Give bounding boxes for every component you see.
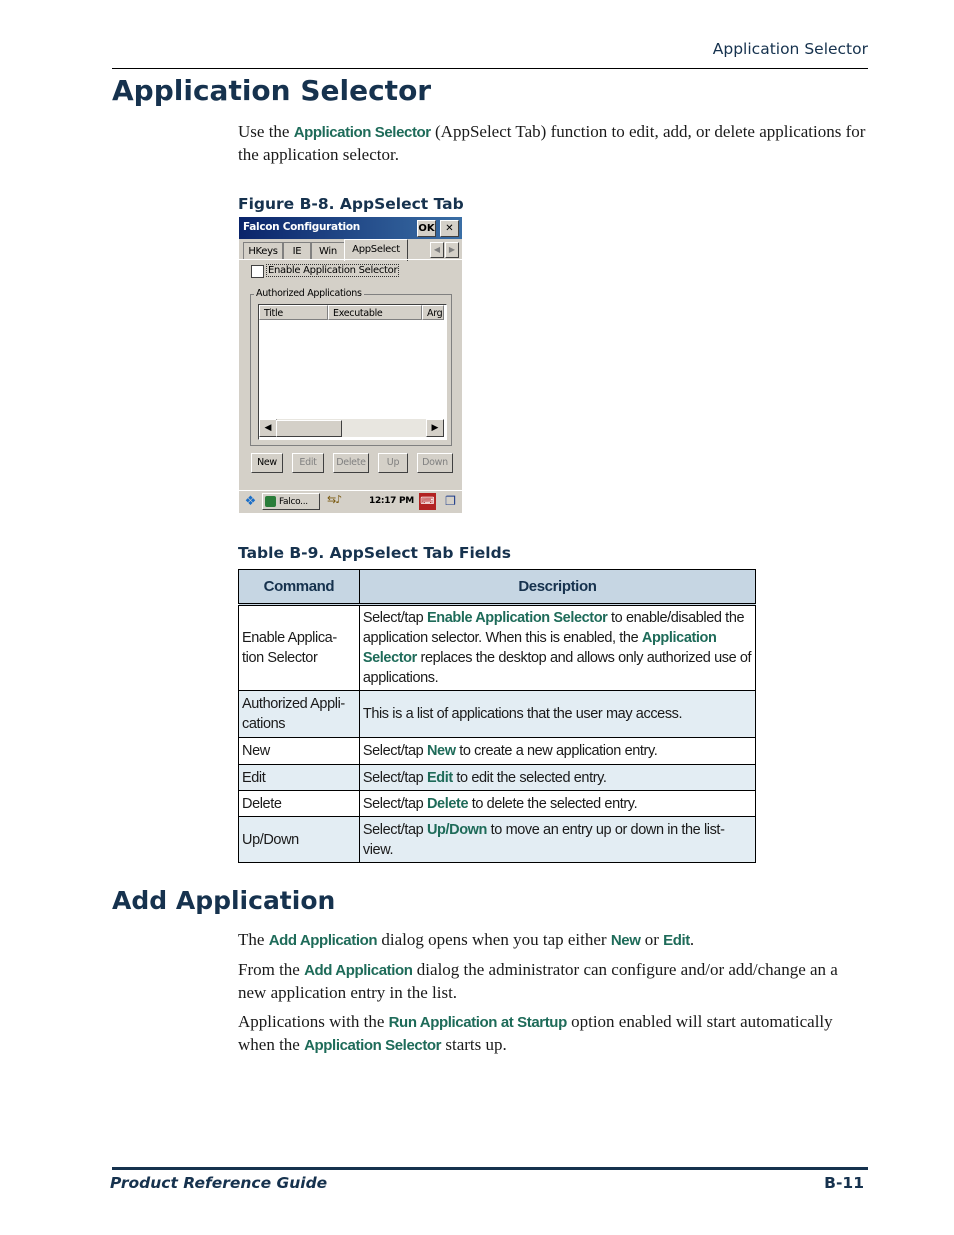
checkbox-label: Enable Application Selector [268,265,398,276]
highlight-term: Add Application [304,962,413,979]
footer-rule [112,1167,868,1170]
text: option enabled will start automatically when the [238,1012,833,1054]
highlight-term: New [610,932,641,949]
close-icon[interactable]: ✕ [440,220,459,237]
table-row [239,738,756,765]
highlight-term: Up/Down [426,821,488,838]
falcon-app-icon [265,496,276,507]
edit-button[interactable]: Edit [292,453,324,473]
highlight-term: Edit [426,769,453,786]
section-heading-application-selector: Application Selector [112,74,432,107]
group-label: Authorized Applications [256,288,362,299]
enable-app-selector-checkbox[interactable] [251,265,264,278]
text: (AppSelect Tab) function to edit, add, or delete applications for the application selector. [238,122,866,164]
description-cell [359,765,755,791]
text: to enable/disabled the application selector. When this is enabled, the [362,610,745,646]
tab-appselect[interactable]: AppSelect [344,239,408,261]
text: Select/tap [362,821,427,838]
highlight-term: Delete [426,795,469,812]
running-header: Application Selector [712,40,868,58]
command-cell: Enable Applica-tion Selector [239,605,360,691]
text: replaces the desktop and allows only authorized use of applications. [362,650,752,686]
tab-scroll-left-icon[interactable]: ◀ [430,242,444,258]
column-header-command: Command [239,570,360,605]
text: . [689,930,695,949]
description-cell [359,738,755,765]
description-cell [359,791,755,817]
table-header-row [239,570,756,605]
footer-page-number: B-11 [824,1174,864,1192]
paragraph-add-app-2 [238,959,870,1004]
highlight-term: New [426,743,456,759]
highlight-term: Application Selector [293,124,431,141]
description-cell [359,817,755,863]
table-row [239,791,756,817]
column-header-title[interactable]: Title [259,305,328,320]
table-caption: Table B-9. AppSelect Tab Fields [238,544,511,562]
text: starts up. [441,1035,507,1054]
text: Select/tap [362,769,427,786]
highlight-term: Run Application at Startup [388,1014,567,1031]
text: dialog opens when you tap either [377,930,611,949]
footer-document-title: Product Reference Guide [110,1174,328,1192]
text: From the [238,960,305,979]
down-button[interactable]: Down [417,453,453,473]
text: The [238,930,269,949]
highlight-term: Application Selector [362,630,717,666]
text: to delete the selected entry. [468,795,638,812]
tab-hkeys[interactable]: HKeys [243,242,283,260]
tab-ie[interactable]: IE [283,242,311,260]
up-button[interactable]: Up [378,453,408,473]
table-row [239,605,756,691]
window-switch-icon[interactable]: ❐ [445,494,456,508]
highlight-term: Enable Application Selector [426,610,608,626]
text: or [640,930,664,949]
text: Select/tap [362,610,427,626]
command-cell: Edit [239,765,360,791]
appselect-fields-table [238,569,756,863]
description-cell [359,605,755,691]
window-title: Falcon Configuration [243,221,360,233]
intro-paragraph [238,121,870,166]
text: Select/tap [362,795,427,812]
column-header-description: Description [359,570,755,605]
command-cell: Up/Down [239,817,360,863]
clock[interactable]: 12:17 PM [369,496,414,506]
command-cell: Delete [239,791,360,817]
header-rule [112,68,868,69]
tab-win[interactable]: Win [311,242,345,260]
column-header-executable[interactable]: Executable [328,305,422,320]
delete-button[interactable]: Delete [333,453,369,473]
ok-button[interactable]: OK [417,220,436,237]
section-heading-add-application: Add Application [112,886,336,915]
text: dialog the administrator can configure and/or add/change an a new application entry in the list. [238,960,838,1002]
scroll-left-icon[interactable]: ◀ [259,419,277,437]
network-volume-tray-icon[interactable]: ⇆♪ [327,493,342,506]
keyboard-icon[interactable]: ⌨ [419,493,436,510]
paragraph-add-app-3 [238,1011,870,1057]
description-cell: This is a list of applications that the user may access. [359,691,755,738]
text: to move an entry up or down in the list-view. [362,821,725,858]
text: to create a new application entry. [455,743,658,759]
table-row [239,817,756,863]
figure-caption: Figure B-8. AppSelect Tab [238,195,464,213]
new-button[interactable]: New [251,453,283,473]
scroll-right-icon[interactable]: ▶ [426,419,444,437]
command-cell: New [239,738,360,765]
highlight-term: Add Application [268,932,378,949]
taskbar-item-falcon[interactable]: Falco... [262,493,320,510]
text: Select/tap [362,743,427,759]
text: to edit the selected entry. [452,769,607,786]
tab-strip-line [239,259,462,260]
table-row [239,765,756,791]
windows-start-icon[interactable]: ❖ [244,494,257,509]
highlight-term: Edit [663,932,690,949]
paragraph-add-app-1 [238,929,870,952]
highlight-term: Application Selector [304,1037,442,1054]
text: Use the [238,122,294,141]
tab-scroll-right-icon[interactable]: ▶ [445,242,459,258]
text: Applications with the [238,1012,389,1031]
scroll-thumb[interactable] [276,420,342,437]
command-cell: Authorized Appli-cations [239,691,360,738]
table-row [239,691,756,738]
column-header-arg[interactable]: Arg [422,305,444,320]
device-screenshot [239,217,462,513]
